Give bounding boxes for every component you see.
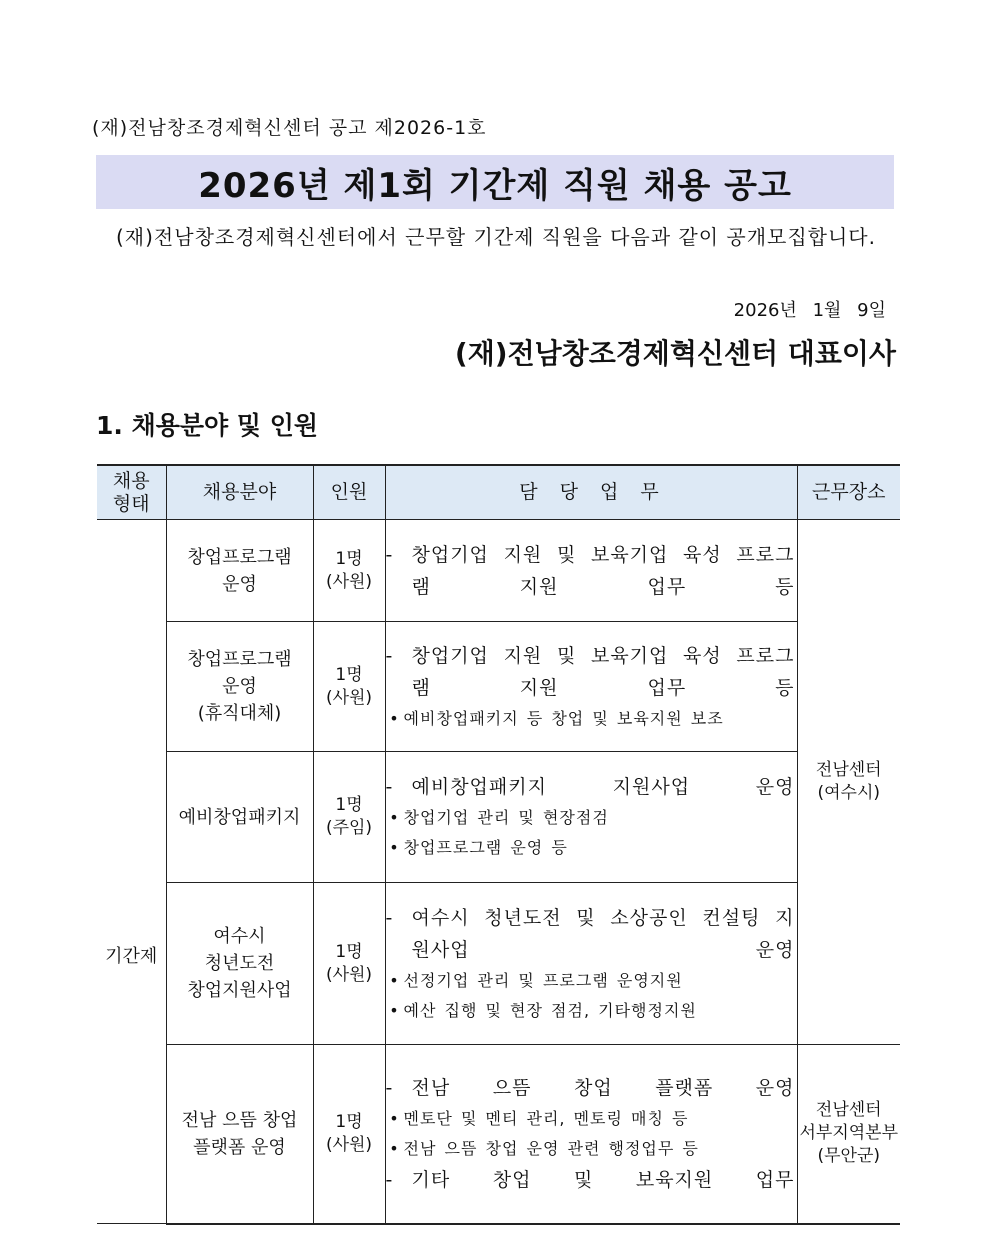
count-cell: 1명 (사원): [313, 622, 385, 752]
duty-text: 창업기업 관리 및 현장점검: [403, 808, 609, 827]
dash-marker: -: [385, 776, 394, 798]
count-cell: 1명 (주임): [313, 752, 385, 883]
intro-paragraph: (재)전남창조경제혁신센터에서 근무할 기간제 직원을 다음과 같이 공개모집합니다.: [116, 225, 876, 249]
table-row: [97, 752, 900, 883]
duty-item: [386, 902, 795, 966]
dash-marker: -: [385, 644, 394, 667]
dash-marker: -: [385, 1076, 394, 1099]
duty-text: 멘토단 및 멘티 관리, 멘토링 매칭 등: [403, 1108, 689, 1128]
dash-marker: -: [385, 1168, 394, 1191]
count-cell: 1명 (사원): [313, 883, 385, 1045]
employment-type-cell: 기간제: [97, 520, 166, 1224]
count-cell: 1명 (사원): [313, 1045, 385, 1224]
field-cell: 여수시 청년도전 창업지원사업: [166, 883, 313, 1045]
announcement-date: 2026년 1월 9일: [733, 300, 886, 321]
bullet-icon: •: [389, 838, 400, 857]
duties-cell: [385, 520, 797, 622]
table-row: [97, 622, 900, 752]
duty-text: 전남 으뜸 창업 운영 관련 행정업무 등: [403, 1138, 699, 1158]
field-cell: 창업프로그램 운영 (휴직대체): [166, 622, 313, 752]
bullet-icon: •: [389, 808, 400, 827]
header-location: 근무장소: [797, 465, 900, 520]
count-cell: 1명 (사원): [313, 520, 385, 622]
field-cell: 예비창업패키지: [166, 752, 313, 883]
field-cell: 창업프로그램 운영: [166, 520, 313, 622]
duty-item: [386, 771, 795, 803]
header-count: 인원: [313, 465, 385, 520]
duty-item: [386, 539, 795, 603]
field-cell: 전남 으뜸 창업 플랫폼 운영: [166, 1045, 313, 1224]
duty-bullet-item: [386, 1104, 795, 1134]
header-field: 채용분야: [166, 465, 313, 520]
duty-item: [386, 1164, 795, 1196]
duty-text: 기타 창업 및 보육지원 업무: [411, 1168, 795, 1191]
table-row: [97, 1045, 900, 1224]
duty-text: 여수시 청년도전 및 소상공인 컨설팅 지원사업 운영: [411, 906, 795, 961]
issuer-name: (재)전남창조경제혁신센터 대표이사: [454, 337, 896, 370]
header-duties: 담 당 업 무: [385, 465, 797, 520]
duty-text: 창업기업 지원 및 보육기업 육성 프로그램 지원 업무 등: [411, 644, 795, 699]
duty-bullet-item: [386, 833, 795, 863]
page-title: 2026년 제1회 기간제 직원 채용 공고: [198, 165, 792, 206]
dash-marker: -: [385, 543, 394, 566]
duty-bullet-item: [386, 803, 795, 833]
bullet-icon: •: [389, 1000, 400, 1020]
recruitment-table: [97, 464, 900, 1225]
duty-text: 예비창업패키지 등 창업 및 보육지원 보조: [403, 708, 724, 728]
duty-bullet-item: [386, 1134, 795, 1164]
duties-cell: [385, 752, 797, 883]
bullet-icon: •: [389, 970, 400, 990]
notice-number: (재)전남창조경제혁신센터 공고 제2026-1호: [92, 117, 487, 139]
bullet-icon: •: [389, 708, 400, 728]
location-cell: 전남센터 서부지역본부 (무안군): [797, 1045, 900, 1224]
duty-bullet-item: [386, 704, 795, 734]
duty-bullet-item: [386, 996, 795, 1026]
duty-text: 창업프로그램 운영 등: [403, 838, 568, 857]
duties-cell: [385, 1045, 797, 1224]
header-employment-type: 채용 형태: [97, 465, 166, 520]
duty-text: 선정기업 관리 및 프로그램 운영지원: [403, 970, 683, 990]
duties-cell: [385, 883, 797, 1045]
section-heading: 1. 채용분야 및 인원: [96, 411, 319, 440]
location-cell: 전남센터 (여수시): [797, 520, 900, 1045]
dash-marker: -: [385, 906, 394, 929]
duty-text: 전남 으뜸 창업 플랫폼 운영: [411, 1076, 795, 1099]
duty-text: 예비창업패키지 지원사업 운영: [411, 776, 795, 798]
duty-bullet-item: [386, 966, 795, 996]
table-header-row: [97, 465, 900, 520]
table-row: [97, 520, 900, 622]
bullet-icon: •: [389, 1108, 400, 1128]
bullet-icon: •: [389, 1138, 400, 1158]
duty-item: [386, 640, 795, 704]
table-row: [97, 883, 900, 1045]
duty-item: [386, 1072, 795, 1104]
duty-text: 예산 집행 및 현장 점검, 기타행정지원: [403, 1000, 697, 1020]
duties-cell: [385, 622, 797, 752]
title-banner: [96, 155, 894, 209]
duty-text: 창업기업 지원 및 보육기업 육성 프로그램 지원 업무 등: [411, 543, 795, 598]
